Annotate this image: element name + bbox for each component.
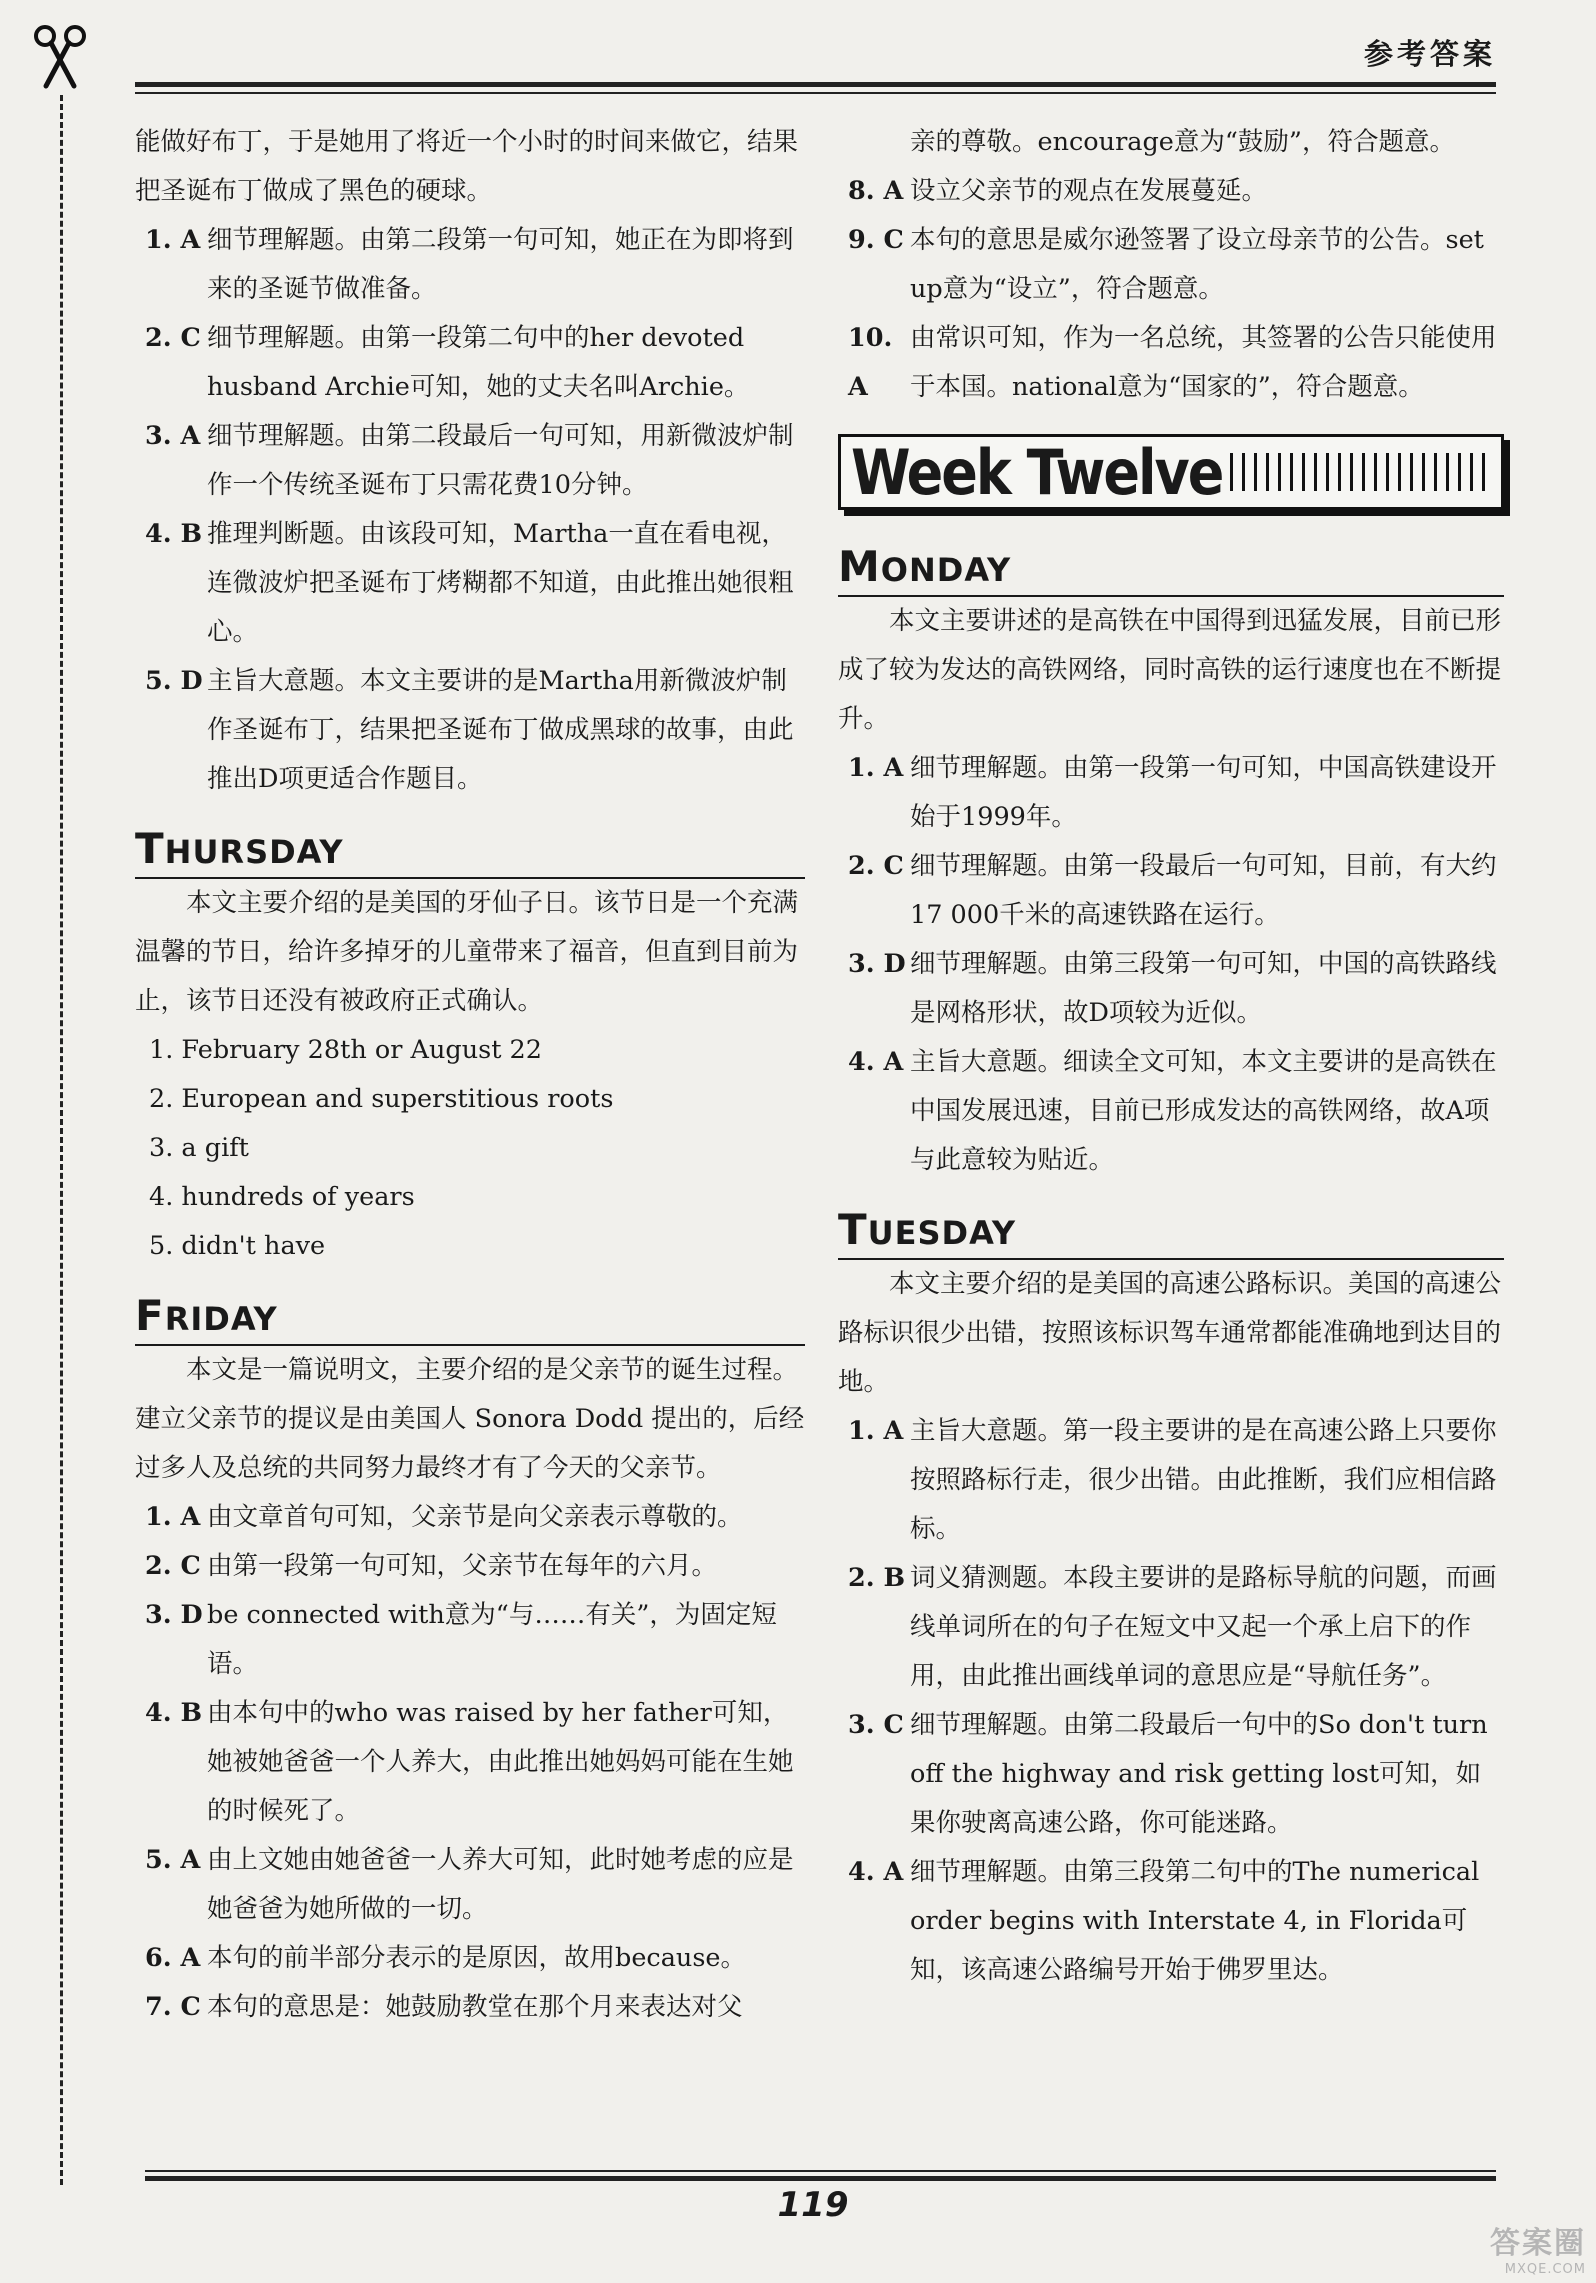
answer-item: 4. A 细节理解题。由第三段第二句中的The numerical order begins with Interstate 4, in Florida可知，该高速公路编号开始于佛罗里达。 [848,1857,1480,1985]
thursday-intro: 本文主要介绍的是美国的牙仙子日。该节日是一个充满温馨的节日，给许多掉牙的儿童带来了福音，但直到目前为止，该节日还没有被政府正式确认。 [135,888,799,1016]
answer-item: 2. C 由第一段第一句可知，父亲节在每年的六月。 [145,1551,718,1581]
footer-rule-thin [145,2170,1496,2172]
answer-item: 9. C 本句的意思是威尔逊签署了设立母亲节的公告。set up意为“设立”，符合题意。 [848,225,1484,304]
answer-item: 3. D 细节理解题。由第三段第一句可知，中国的高铁路线是网格形状，故D项较为近似。 [848,949,1497,1028]
tuesday-intro: 本文主要介绍的是美国的高速公路标识。美国的高速公路标识很少出错，按照该标识驾车通常都能准确地到达目的地。 [838,1269,1502,1397]
left-column [135,118,805,2032]
section-title-monday: MONDAY [838,544,1504,597]
section-title-thursday: THURSDAY [135,826,805,879]
cut-line [60,95,63,2185]
answer-item: 4. B 由本句中的who was raised by her father可知，她被她爸爸一个人养大，由此推出她妈妈可能在生她的时候死了。 [145,1698,794,1826]
answer-item: 4. A 主旨大意题。细读全文可知，本文主要讲的是高铁在中国发展迅速，目前已形成发达的高铁网络，故A项与此意较为贴近。 [848,1047,1497,1175]
answer-item: 4. hundreds of years [149,1182,415,1212]
answer-item: 3. D be connected with意为“与……有关”，为固定短语。 [145,1600,777,1679]
answer-item: 2. B 词义猜测题。本段主要讲的是路标导航的问题，而画线单词所在的句子在短文中又起一个承上启下的作用，由此推出画线单词的意思应是“导航任务”。 [848,1563,1497,1691]
answer-item: 1. A 细节理解题。由第二段第一句可知，她正在为即将到来的圣诞节做准备。 [145,225,794,304]
answer-item: 10. A 由常识可知，作为一名总统，其签署的公告只能使用于本国。national意为“国家的”，符合题意。 [848,323,1497,402]
monday-answers [838,744,1504,1185]
answer-item: 8. A 设立父亲节的观点在发展蔓延。 [848,176,1268,206]
answer-item: 5. D 主旨大意题。本文主要讲的是Martha用新微波炉制作圣诞布丁，结果把圣诞布丁做成黑球的故事，由此推出D项更适合作题目。 [145,666,794,794]
watermark-main: 答案圈 [1490,2226,1586,2261]
friday-intro: 本文是一篇说明文，主要介绍的是父亲节的诞生过程。建立父亲节的提议是由美国人 Sonora Dodd 提出的，后经过多人及总统的共同努力最终才有了今天的父亲节。 [135,1355,805,1483]
answer-item: 6. A 本句的前半部分表示的是原因，故用because。 [145,1943,746,1973]
footer-rule [145,2176,1496,2181]
friday-answers [135,1493,805,2032]
page-number: 119 [777,2185,849,2225]
watermark [1490,2218,1586,2277]
friday-answers-cont [838,167,1504,412]
watermark-sub: MXQE.COM [1504,2262,1586,2277]
week-title: Week Twelve [851,435,1223,509]
answer-item: 5. A 由上文她由她爸爸一人养大可知，此时她考虑的应是她爸爸为她所做的一切。 [145,1845,794,1924]
section-title-friday: FRIDAY [135,1293,805,1346]
answer-item: 1. A 由文章首句可知，父亲节是向父亲表示尊敬的。 [145,1502,743,1532]
answer-item: 1. A 主旨大意题。第一段主要讲的是在高速公路上只要你按照路标行走，很少出错。由此推断，我们应相信路标。 [848,1416,1497,1544]
tuesday-answers [838,1407,1504,1995]
section-title-tuesday: TUESDAY [838,1207,1504,1260]
answer-item: 2. C 细节理解题。由第一段最后一句可知，目前，有大约17 000千米的高速铁路在运行。 [848,851,1497,930]
answer-item: 3. C 细节理解题。由第二段最后一句中的So don't turn off the highway and risk getting lost可知，如果你驶离高速公路，你可能迷路。 [848,1710,1488,1838]
thursday-answers [135,1026,805,1271]
header-rule [135,82,1496,87]
header-rule-thin [135,92,1496,94]
continued-text: 能做好布丁，于是她用了将近一个小时的时间来做它，结果把圣诞布丁做成了黑色的硬球。 [135,127,799,206]
week-banner [838,434,1504,510]
monday-intro: 本文主要讲述的是高铁在中国得到迅猛发展，目前已形成了较为发达的高铁网络，同时高铁的运行速度也在不断提升。 [838,606,1502,734]
answer-item: 5. didn't have [149,1231,326,1261]
right-column [838,118,1504,1995]
continued-text: 亲的尊敬。encourage意为“鼓励”，符合题意。 [910,127,1455,157]
answer-item: 2. C 细节理解题。由第一段第二句中的her devoted husband Archie可知，她的丈夫名叫Archie。 [145,323,750,402]
answer-item: 1. February 28th or August 22 [149,1035,543,1065]
answer-item: 3. a gift [149,1133,249,1163]
answer-item: 4. B 推理判断题。由该段可知，Martha一直在看电视，连微波炉把圣诞布丁烤糊都不知道，由此推出她很粗心。 [145,519,794,647]
scissors-icon [32,24,88,90]
answer-item: 2. European and superstitious roots [149,1084,614,1114]
page-header-title: 参考答案 [1363,37,1496,71]
previous-answers [135,216,805,804]
answer-item: 3. A 细节理解题。由第二段最后一句可知，用新微波炉制作一个传统圣诞布丁只需花费10分钟。 [145,421,794,500]
banner-stripes [1230,453,1493,491]
answer-item: 7. C 本句的意思是：她鼓励教堂在那个月来表达对父 [145,1992,743,2022]
answer-item: 1. A 细节理解题。由第一段第一句可知，中国高铁建设开始于1999年。 [848,753,1497,832]
